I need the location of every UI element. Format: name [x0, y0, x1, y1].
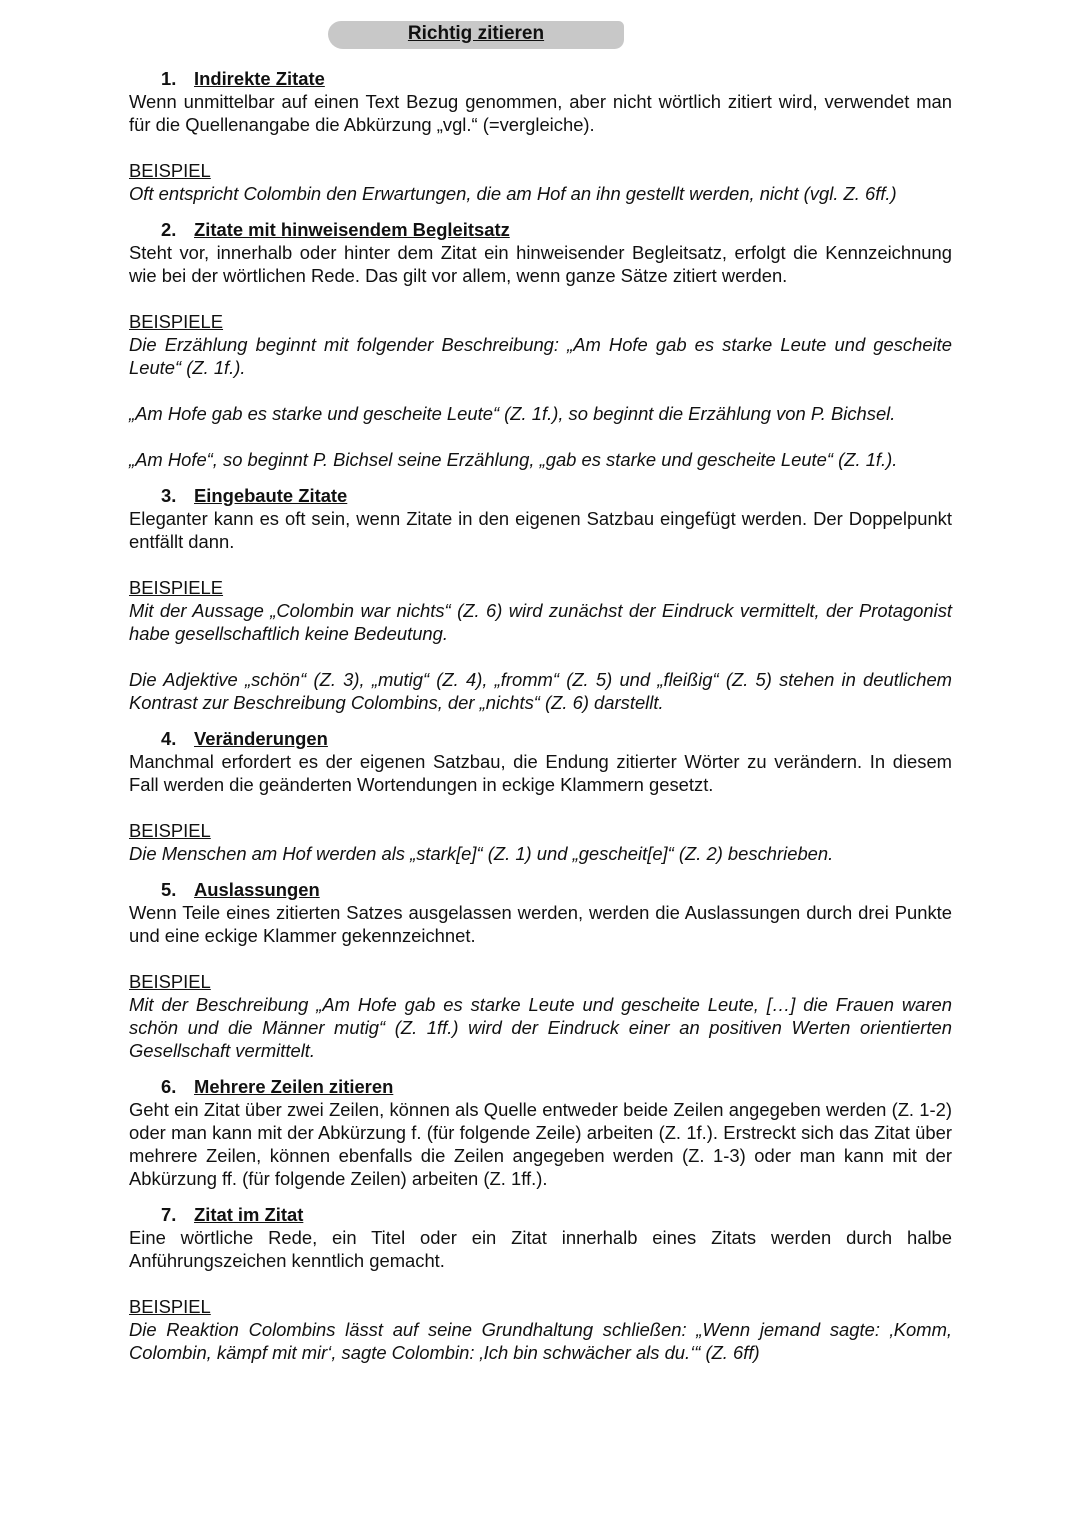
example-label: BEISPIELE	[129, 577, 224, 598]
document-body	[129, 67, 952, 1364]
section-text: Wenn Teile eines zitierten Satzes ausgelassen werden, werden die Auslassungen durch drei Punkte und eine eckige Klammer gekennzeichnet.	[129, 902, 952, 946]
example-text: Die Menschen am Hof werden als „stark[e]“ (Z. 1) und „gescheit[e]“ (Z. 2) beschrieben.	[129, 843, 834, 864]
example-label: BEISPIEL	[129, 160, 211, 181]
example-text: „Am Hofe“, so beginnt P. Bichsel seine Erzählung, „gab es starke und gescheite Leute“ (Z. 1f.).	[129, 449, 898, 470]
example-label: BEISPIEL	[129, 971, 211, 992]
example-text: Die Reaktion Colombins lässt auf seine Grundhaltung schließen: „Wenn jemand sagte: ‚Komm, Colombin, kämpf mit mir‘, sagte Colombin: ‚Ich bin schwächer als du.‘“ (Z. 6ff)	[129, 1319, 952, 1363]
section-text: Eleganter kann es oft sein, wenn Zitate in den eigenen Satzbau eingefügt werden. Der Doppelpunkt entfällt dann.	[129, 508, 952, 552]
example-label: BEISPIEL	[129, 820, 211, 841]
section-3	[129, 484, 952, 714]
example-label: BEISPIELE	[129, 311, 224, 332]
section-heading: 1. Indirekte Zitate	[161, 68, 325, 89]
title-banner	[328, 18, 624, 52]
section-text: Steht vor, innerhalb oder hinter dem Zitat ein hinweisender Begleitsatz, erfolgt die Kennzeichnung wie bei der wörtlichen Rede. Das gilt vor allem, wenn ganze Sätze zitiert werden.	[129, 242, 952, 286]
example-text: Die Adjektive „schön“ (Z. 3), „mutig“ (Z. 4), „fromm“ (Z. 5) und „fleißig“ (Z. 5) stehen in deutlichem Kontrast zur Beschreibung Colombins, der „nichts“ (Z. 6) darstellt.	[129, 669, 952, 713]
example-text: Die Erzählung beginnt mit folgender Beschreibung: „Am Hofe gab es starke Leute und gescheite Leute“ (Z. 1f.).	[129, 334, 952, 378]
example-label: BEISPIEL	[129, 1296, 211, 1317]
example-text: Oft entspricht Colombin den Erwartungen, die am Hof an ihn gestellt werden, nicht (vgl. Z. 6ff.)	[129, 183, 897, 204]
section-heading: 6. Mehrere Zeilen zitieren	[161, 1076, 394, 1097]
section-heading: 4. Veränderungen	[161, 728, 328, 749]
section-7	[129, 1203, 952, 1364]
section-6	[129, 1075, 952, 1190]
section-5	[129, 878, 952, 1062]
example-text: „Am Hofe gab es starke und gescheite Leute“ (Z. 1f.), so beginnt die Erzählung von P. Bichsel.	[129, 403, 896, 424]
section-heading: 5. Auslassungen	[161, 879, 320, 900]
page-title: Richtig zitieren	[407, 23, 545, 44]
example-text: Mit der Aussage „Colombin war nichts“ (Z. 6) wird zunächst der Eindruck vermittelt, der Protagonist habe gesellschaftlich keine Bedeutung.	[129, 600, 952, 644]
section-text: Manchmal erfordert es der eigenen Satzbau, die Endung zitierter Wörter zu verändern. In diesem Fall werden die geänderten Wortendungen in eckige Klammern gesetzt.	[129, 751, 952, 795]
section-text: Eine wörtliche Rede, ein Titel oder ein Zitat innerhalb eines Zitats werden durch halbe Anführungszeichen kenntlich gemacht.	[129, 1227, 952, 1271]
section-2	[129, 218, 952, 471]
example-text: Mit der Beschreibung „Am Hofe gab es starke Leute und gescheite Leute, […] die Frauen waren schön und die Männer mutig“ (Z. 1ff.) wird der Eindruck einer an positiven Werten orientierten Gesellschaft vermittelt.	[129, 994, 952, 1061]
section-1	[129, 67, 952, 205]
section-text: Wenn unmittelbar auf einen Text Bezug genommen, aber nicht wörtlich zitiert wird, verwendet man für die Quellenangabe die Abkürzung „vgl.“ (=vergleiche).	[129, 91, 952, 135]
section-text: Geht ein Zitat über zwei Zeilen, können als Quelle entweder beide Zeilen angegeben werden (Z. 1-2) oder man kann mit der Abkürzung f. (für folgende Zeile) arbeiten (Z. 1f.). Erstreckt sich das Zitat über mehrere Zeilen, können ebenfalls die Zeilen angegeben werden (Z. 1-3) oder man kann mit der Abkürzung ff. (für folgende Zeilen) arbeiten (Z. 1ff.).	[129, 1099, 952, 1189]
section-heading: 3. Eingebaute Zitate	[161, 485, 348, 506]
section-heading: 7. Zitat im Zitat	[161, 1204, 304, 1225]
section-heading: 2. Zitate mit hinweisendem Begleitsatz	[161, 219, 510, 240]
section-4	[129, 727, 952, 865]
